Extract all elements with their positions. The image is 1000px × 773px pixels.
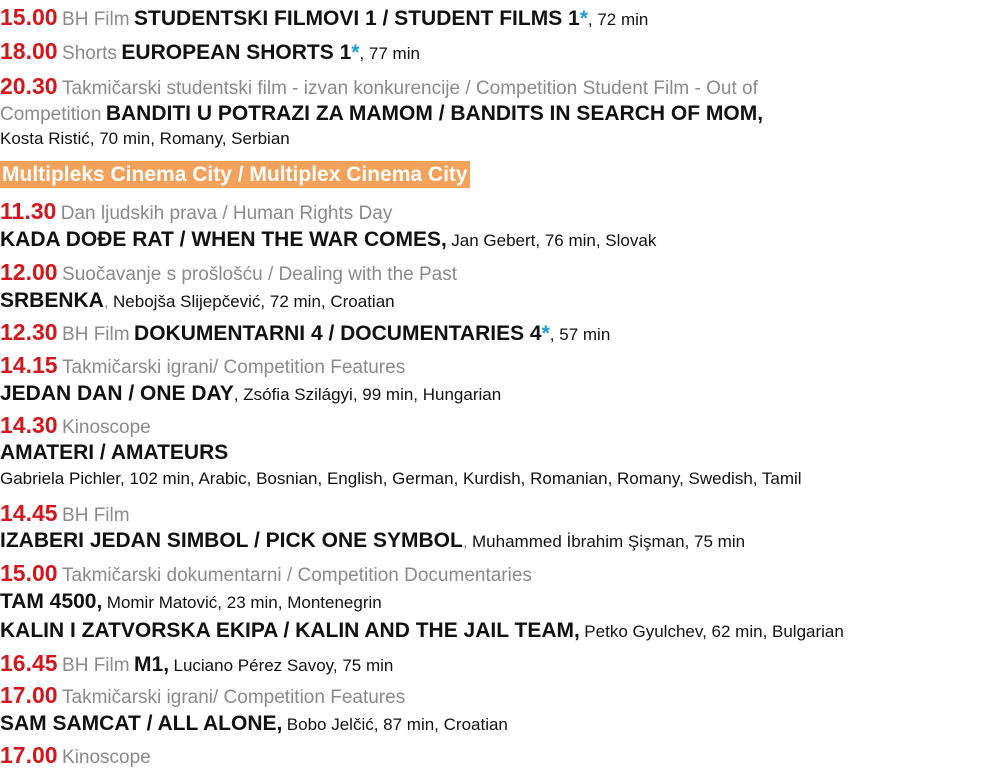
entry-comma: , — [462, 532, 468, 551]
entry-title: TAM 4500, — [0, 590, 103, 613]
entry-title: KADA DOĐE RAT / WHEN THE WAR COMES, — [0, 228, 447, 251]
entry-title: IZABERI JEDAN SIMBOL / PICK ONE SYMBOL — [0, 529, 463, 552]
entry-category: BH Film — [62, 505, 130, 526]
entry-title: STUDENTSKI FILMOVI 1 / STUDENT FILMS 1 — [134, 7, 580, 30]
entry-info: , 72 min — [587, 10, 649, 29]
entry-time: 14.15 — [0, 352, 58, 378]
entry-title: SRBENKA — [0, 289, 104, 312]
entry-info: , Zsófia Szilágyi, 99 min, Hungarian — [233, 385, 502, 404]
entry-time: 20.30 — [0, 73, 58, 99]
entry-info: Nebojša Slijepčević, 72 min, Croatian — [113, 292, 395, 311]
entry-category: Shorts — [62, 43, 117, 64]
entry-line — [0, 383, 501, 404]
entry-line — [0, 354, 405, 377]
entry-title: M1, — [134, 653, 170, 676]
entry-comma: , — [103, 292, 109, 311]
entry-category: Kinoscope — [62, 747, 151, 768]
entry-title: JEDAN DAN / ONE DAY — [0, 382, 234, 405]
asterisk-mark: * — [541, 322, 550, 345]
venue-line — [0, 164, 470, 185]
entry-info: Momir Matović, 23 min, Montenegrin — [106, 593, 382, 612]
entry-info: Gabriela Pichler, 102 min, Arabic, Bosnian, English, German, Kurdish, Romanian, Romany, Swedish, Tamil — [0, 469, 802, 488]
entry-line — [0, 321, 610, 344]
entry-line — [0, 442, 228, 463]
entry-time: 16.45 — [0, 650, 58, 676]
entry-info: Jan Gebert, 76 min, Slovak — [451, 231, 657, 250]
entry-category: BH Film — [62, 324, 130, 345]
entry-line — [0, 744, 151, 767]
entry-time: 14.45 — [0, 500, 58, 526]
entry-title: AMATERI / AMATEURS — [0, 441, 229, 464]
entry-line — [0, 684, 405, 707]
entry-category: BH Film — [62, 655, 130, 676]
entry-info: Luciano Pérez Savoy, 75 min — [173, 656, 394, 675]
entry-category: Takmičarski dokumentarni / Competition Documentaries — [62, 565, 532, 586]
entry-title: SAM SAMCAT / ALL ALONE, — [0, 712, 283, 735]
entry-category: Kinoscope — [62, 417, 151, 438]
entry-time: 12.30 — [0, 319, 58, 345]
asterisk-mark: * — [351, 41, 360, 64]
entry-category: Suočavanje s prošlošću / Dealing with the Past — [62, 264, 458, 285]
entry-category: Takmičarski igrani/ Competition Features — [62, 357, 406, 378]
entry-line — [0, 562, 532, 585]
entry-category: Takmičarski igrani/ Competition Features — [62, 687, 406, 708]
entry-line — [0, 130, 290, 148]
entry-category: Takmičarski studentski film - izvan konkurencije / Competition Student Film - Out of — [62, 78, 758, 99]
entry-category: Competition — [0, 104, 102, 125]
entry-line — [0, 40, 420, 63]
entry-line — [0, 6, 648, 29]
entry-line — [0, 261, 457, 284]
entry-line — [0, 502, 130, 525]
entry-line — [0, 652, 393, 675]
venue-heading: Multipleks Cinema City / Multiplex Cinema City — [2, 163, 468, 186]
entry-line — [0, 200, 392, 223]
entry-title: EUROPEAN SHORTS 1 — [121, 41, 352, 64]
asterisk-mark: * — [579, 7, 588, 30]
entry-line — [0, 530, 745, 551]
entry-info: , 77 min — [359, 44, 420, 63]
entry-category: BH Film — [62, 9, 130, 30]
entry-info: Muhammed İbrahim Şişman, 75 min — [472, 532, 746, 551]
entry-time: 18.00 — [0, 38, 58, 64]
entry-info: Bobo Jelčić, 87 min, Croatian — [286, 715, 508, 734]
entry-category: Dan ljudskih prava / Human Rights Day — [60, 203, 393, 224]
entry-time: 11.30 — [0, 198, 57, 224]
entry-time: 15.00 — [0, 560, 58, 586]
entry-line — [0, 414, 151, 437]
entry-info: , 57 min — [549, 325, 611, 344]
entry-title: KALIN I ZATVORSKA EKIPA / KALIN AND THE JAIL TEAM, — [0, 619, 580, 642]
entry-info: Petko Gyulchev, 62 min, Bulgarian — [584, 622, 844, 641]
entry-line — [0, 290, 395, 311]
entry-line — [0, 470, 802, 488]
entry-line — [0, 103, 763, 124]
entry-line — [0, 713, 508, 734]
entry-title: DOKUMENTARNI 4 / DOCUMENTARIES 4 — [134, 322, 542, 345]
entry-title: BANDITI U POTRAZI ZA MAMOM / BANDITS IN SEARCH OF MOM, — [105, 102, 764, 125]
entry-info: Kosta Ristić, 70 min, Romany, Serbian — [0, 129, 290, 148]
entry-line — [0, 591, 382, 612]
entry-time: 17.00 — [0, 742, 58, 768]
entry-line — [0, 75, 758, 98]
entry-time: 15.00 — [0, 4, 58, 30]
entry-time: 17.00 — [0, 682, 58, 708]
entry-line — [0, 620, 844, 641]
entry-time: 14.30 — [0, 412, 58, 438]
entry-line — [0, 229, 656, 250]
entry-time: 12.00 — [0, 259, 58, 285]
